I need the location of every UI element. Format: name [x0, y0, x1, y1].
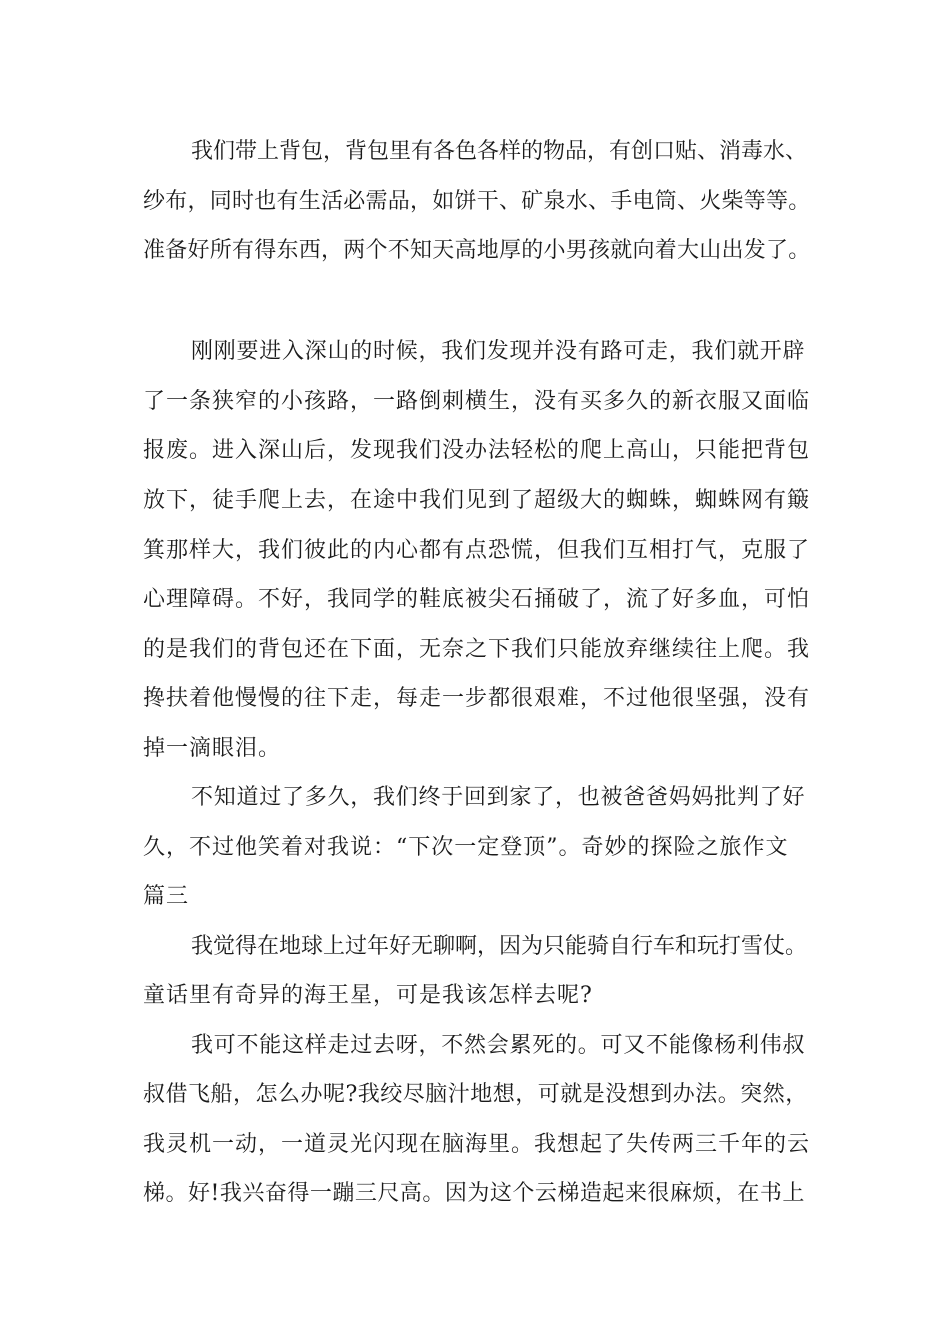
paragraph-5-line-2: 叔借飞船，怎么办呢?我绞尽脑汁地想，可就是没想到办法。突然， — [143, 1082, 808, 1107]
paragraph-4-line-1: 我觉得在地球上过年好无聊啊，因为只能骑自行车和玩打雪仗。 — [191, 934, 808, 959]
paragraph-1-line-1: 我们带上背包，背包里有各色各样的物品，有创口贴、消毒水、 — [191, 139, 808, 164]
paragraph-2-line-8: 搀扶着他慢慢的往下走，每走一步都很艰难，不过他很坚强，没有 — [143, 686, 811, 711]
paragraph-2-line-7: 的是我们的背包还在下面，无奈之下我们只能放弃继续往上爬。我 — [143, 637, 811, 662]
paragraph-5-line-1: 我可不能这样走过去呀，不然会累死的。可又不能像杨利伟叔 — [191, 1033, 806, 1058]
paragraph-2-line-6: 心理障碍。不好，我同学的鞋底被尖石捅破了，流了好多血，可怕 — [143, 587, 811, 612]
paragraph-2-line-1: 刚刚要进入深山的时候，我们发现并没有路可走，我们就开辟 — [191, 339, 806, 364]
paragraph-4-line-2: 童话里有奇异的海王星，可是我该怎样去呢? — [143, 983, 593, 1008]
paragraph-1-line-2: 纱布，同时也有生活必需品，如饼干、矿泉水、手电筒、火柴等等。 — [143, 189, 811, 214]
paragraph-3-line-3: 篇三 — [143, 884, 190, 909]
paragraph-2-line-2: 了一条狭窄的小孩路，一路倒刺横生，没有买多久的新衣服又面临 — [143, 389, 811, 414]
paragraph-2-line-9: 掉一滴眼泪。 — [143, 736, 282, 761]
paragraph-2-line-3: 报废。进入深山后，发现我们没办法轻松的爬上高山，只能把背包 — [143, 438, 811, 463]
paragraph-2-line-5: 箕那样大，我们彼此的内心都有点恐慌，但我们互相打气，克服了 — [143, 538, 811, 563]
paragraph-1-line-3: 准备好所有得东西，两个不知天高地厚的小男孩就向着大山出发了。 — [143, 238, 811, 263]
paragraph-5-line-4: 梯。好!我兴奋得一蹦三尺高。因为这个云梯造起来很麻烦，在书上 — [143, 1181, 805, 1206]
paragraph-5-line-3: 我灵机一动，一道灵光闪现在脑海里。我想起了失传两三千年的云 — [143, 1132, 811, 1157]
paragraph-3-line-1: 不知道过了多久，我们终于回到家了，也被爸爸妈妈批判了好 — [191, 785, 806, 810]
paragraph-3-line-2: 久，不过他笑着对我说：“下次一定登顶”。奇妙的探险之旅作文 — [143, 835, 789, 860]
paragraph-2-line-4: 放下，徒手爬上去，在途中我们见到了超级大的蜘蛛，蜘蛛网有簸 — [143, 488, 811, 513]
